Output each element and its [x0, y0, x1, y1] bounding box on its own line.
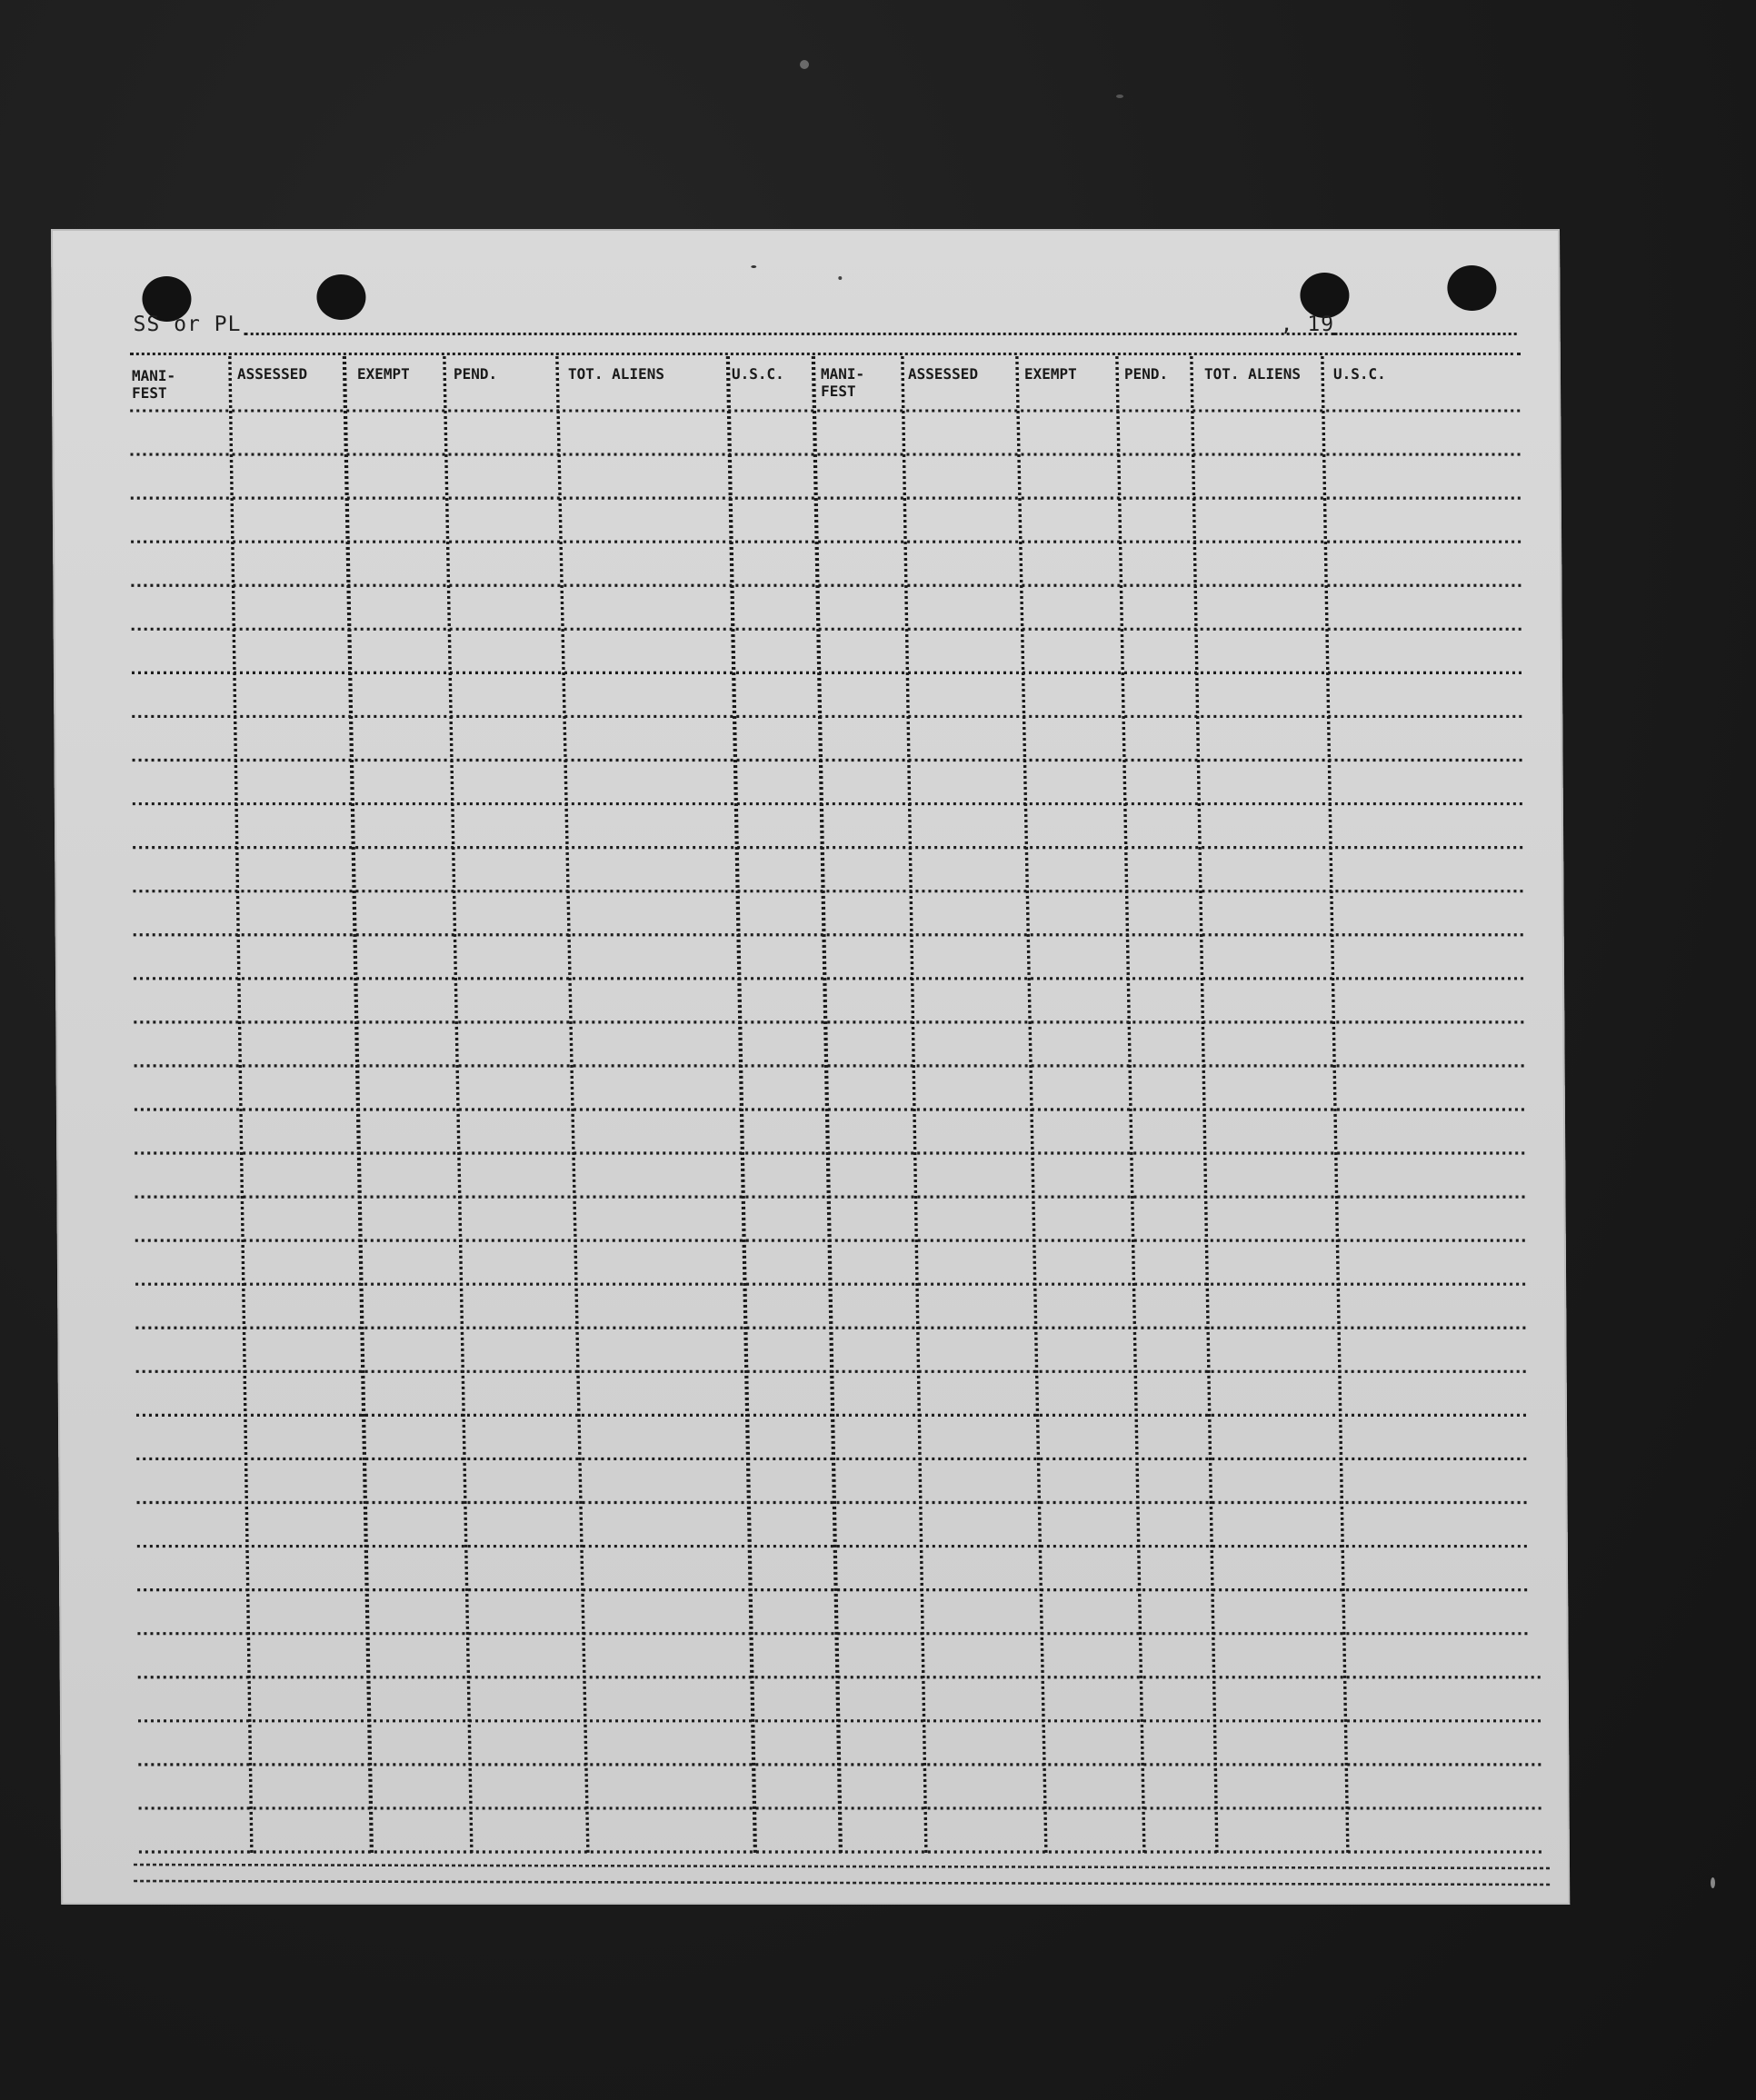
col-pend-right: PEND. [1123, 365, 1169, 383]
ledger-column-divider [903, 356, 926, 1854]
ledger-column-divider [1322, 356, 1348, 1854]
scan-speck [800, 60, 809, 69]
ledger-grid [51, 229, 1570, 1905]
col-pend-left: PEND. [453, 365, 498, 383]
col-tot-aliens-left: TOT. ALIENS [567, 365, 665, 383]
ledger-column-divider [444, 356, 472, 1854]
ledger-column-divider [557, 356, 588, 1854]
paper-speck [751, 265, 756, 268]
col-usc-left: U.S.C. [731, 365, 784, 383]
scan-speck [1711, 1877, 1715, 1888]
ledger-column-divider [1017, 356, 1046, 1854]
form-sheet [51, 229, 1570, 1905]
col-exempt-left: EXEMPT [356, 365, 410, 383]
ledger-column-divider [728, 356, 755, 1854]
ledger-column-divider [1192, 356, 1217, 1854]
col-assessed-right: ASSESSED [907, 365, 979, 383]
ledger-bottom-rule [134, 1865, 1551, 1868]
year-label: , 19 [1280, 313, 1335, 336]
col-exempt-right: EXEMPT [1023, 365, 1077, 383]
col-manifest-right: MANI- FEST [820, 365, 865, 400]
col-tot-aliens-right: TOT. ALIENS [1203, 365, 1302, 383]
ledger-column-divider [230, 356, 252, 1854]
ledger-column-divider [813, 356, 841, 1854]
vessel-label: SS or PL [133, 313, 242, 336]
col-assessed-left: ASSESSED [236, 365, 308, 383]
ledger-bottom-rule [134, 1881, 1551, 1885]
ledger-column-divider [1117, 356, 1144, 1854]
ledger-column-divider [344, 356, 372, 1854]
scan-speck [1116, 95, 1123, 98]
paper-speck [838, 276, 842, 280]
col-manifest-left: MANI- FEST [131, 367, 176, 402]
col-usc-right: U.S.C. [1332, 365, 1386, 383]
